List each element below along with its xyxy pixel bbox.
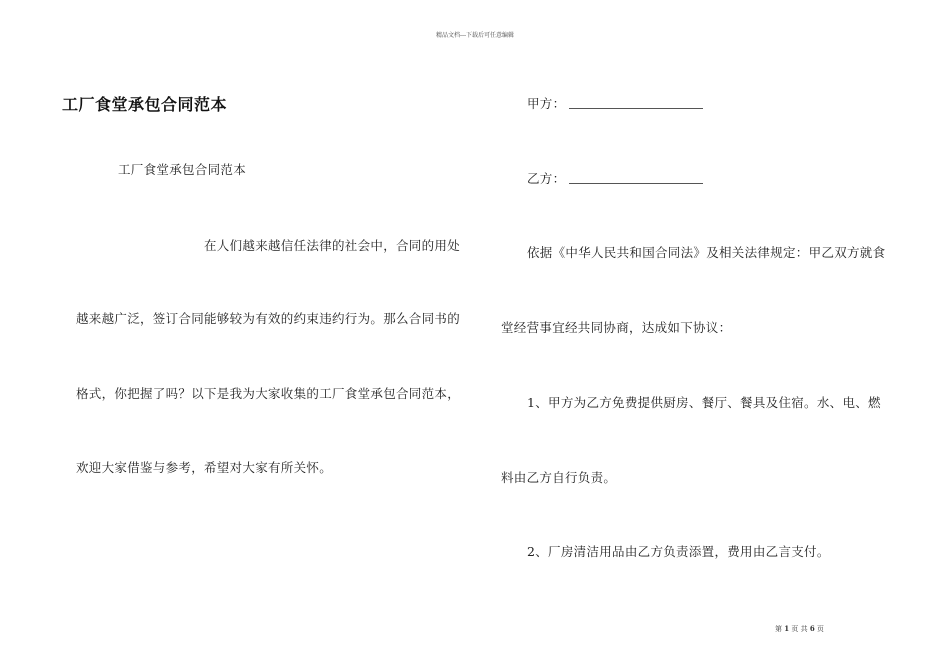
party-a-field bbox=[527, 94, 703, 112]
left-line-1: 在人们越来越信任法律的社会中，合同的用处 bbox=[204, 238, 461, 253]
footer-page-number: 1 bbox=[784, 624, 790, 633]
right-line-4: 料由乙方自行负责。 bbox=[501, 470, 617, 485]
party-b-field bbox=[527, 169, 703, 187]
party-b-label: 乙方： bbox=[527, 171, 566, 186]
right-line-3: 1、甲方为乙方免费提供厨房、餐厅、餐具及住宿。水、电、燃 bbox=[527, 395, 881, 410]
right-line-1: 依据《中华人民共和国合同法》及相关法律规定：甲乙双方就食 bbox=[527, 245, 886, 260]
document-title: 工厂食堂承包合同范本 bbox=[62, 95, 228, 114]
party-b-blank bbox=[569, 173, 703, 184]
left-line-2: 越来越广泛，签订合同能够较为有效的约束违约行为。那么合同书的 bbox=[76, 311, 461, 326]
party-a-blank bbox=[569, 98, 703, 109]
page-footer bbox=[775, 624, 824, 634]
left-line-4: 欢迎大家借鉴与参考，希望对大家有所关怀。 bbox=[76, 460, 333, 475]
left-line-3: 格式，你把握了吗？以下是我为大家收集的工厂食堂承包合同范本， bbox=[76, 386, 461, 401]
page-header: 精品文档---下载后可任意编辑 bbox=[435, 32, 515, 39]
footer-suffix: 页 bbox=[816, 625, 824, 633]
footer-total-pages: 6 bbox=[809, 624, 815, 633]
left-subtitle: 工厂食堂承包合同范本 bbox=[118, 162, 247, 177]
party-a-label: 甲方： bbox=[527, 96, 566, 111]
footer-middle: 页 共 bbox=[791, 625, 808, 633]
right-line-5: 2、厂房清洁用品由乙方负责添置，费用由乙言支付。 bbox=[527, 544, 830, 559]
right-line-2: 堂经营事宜经共同协商，达成如下协议： bbox=[501, 320, 732, 335]
footer-prefix: 第 bbox=[775, 625, 782, 633]
